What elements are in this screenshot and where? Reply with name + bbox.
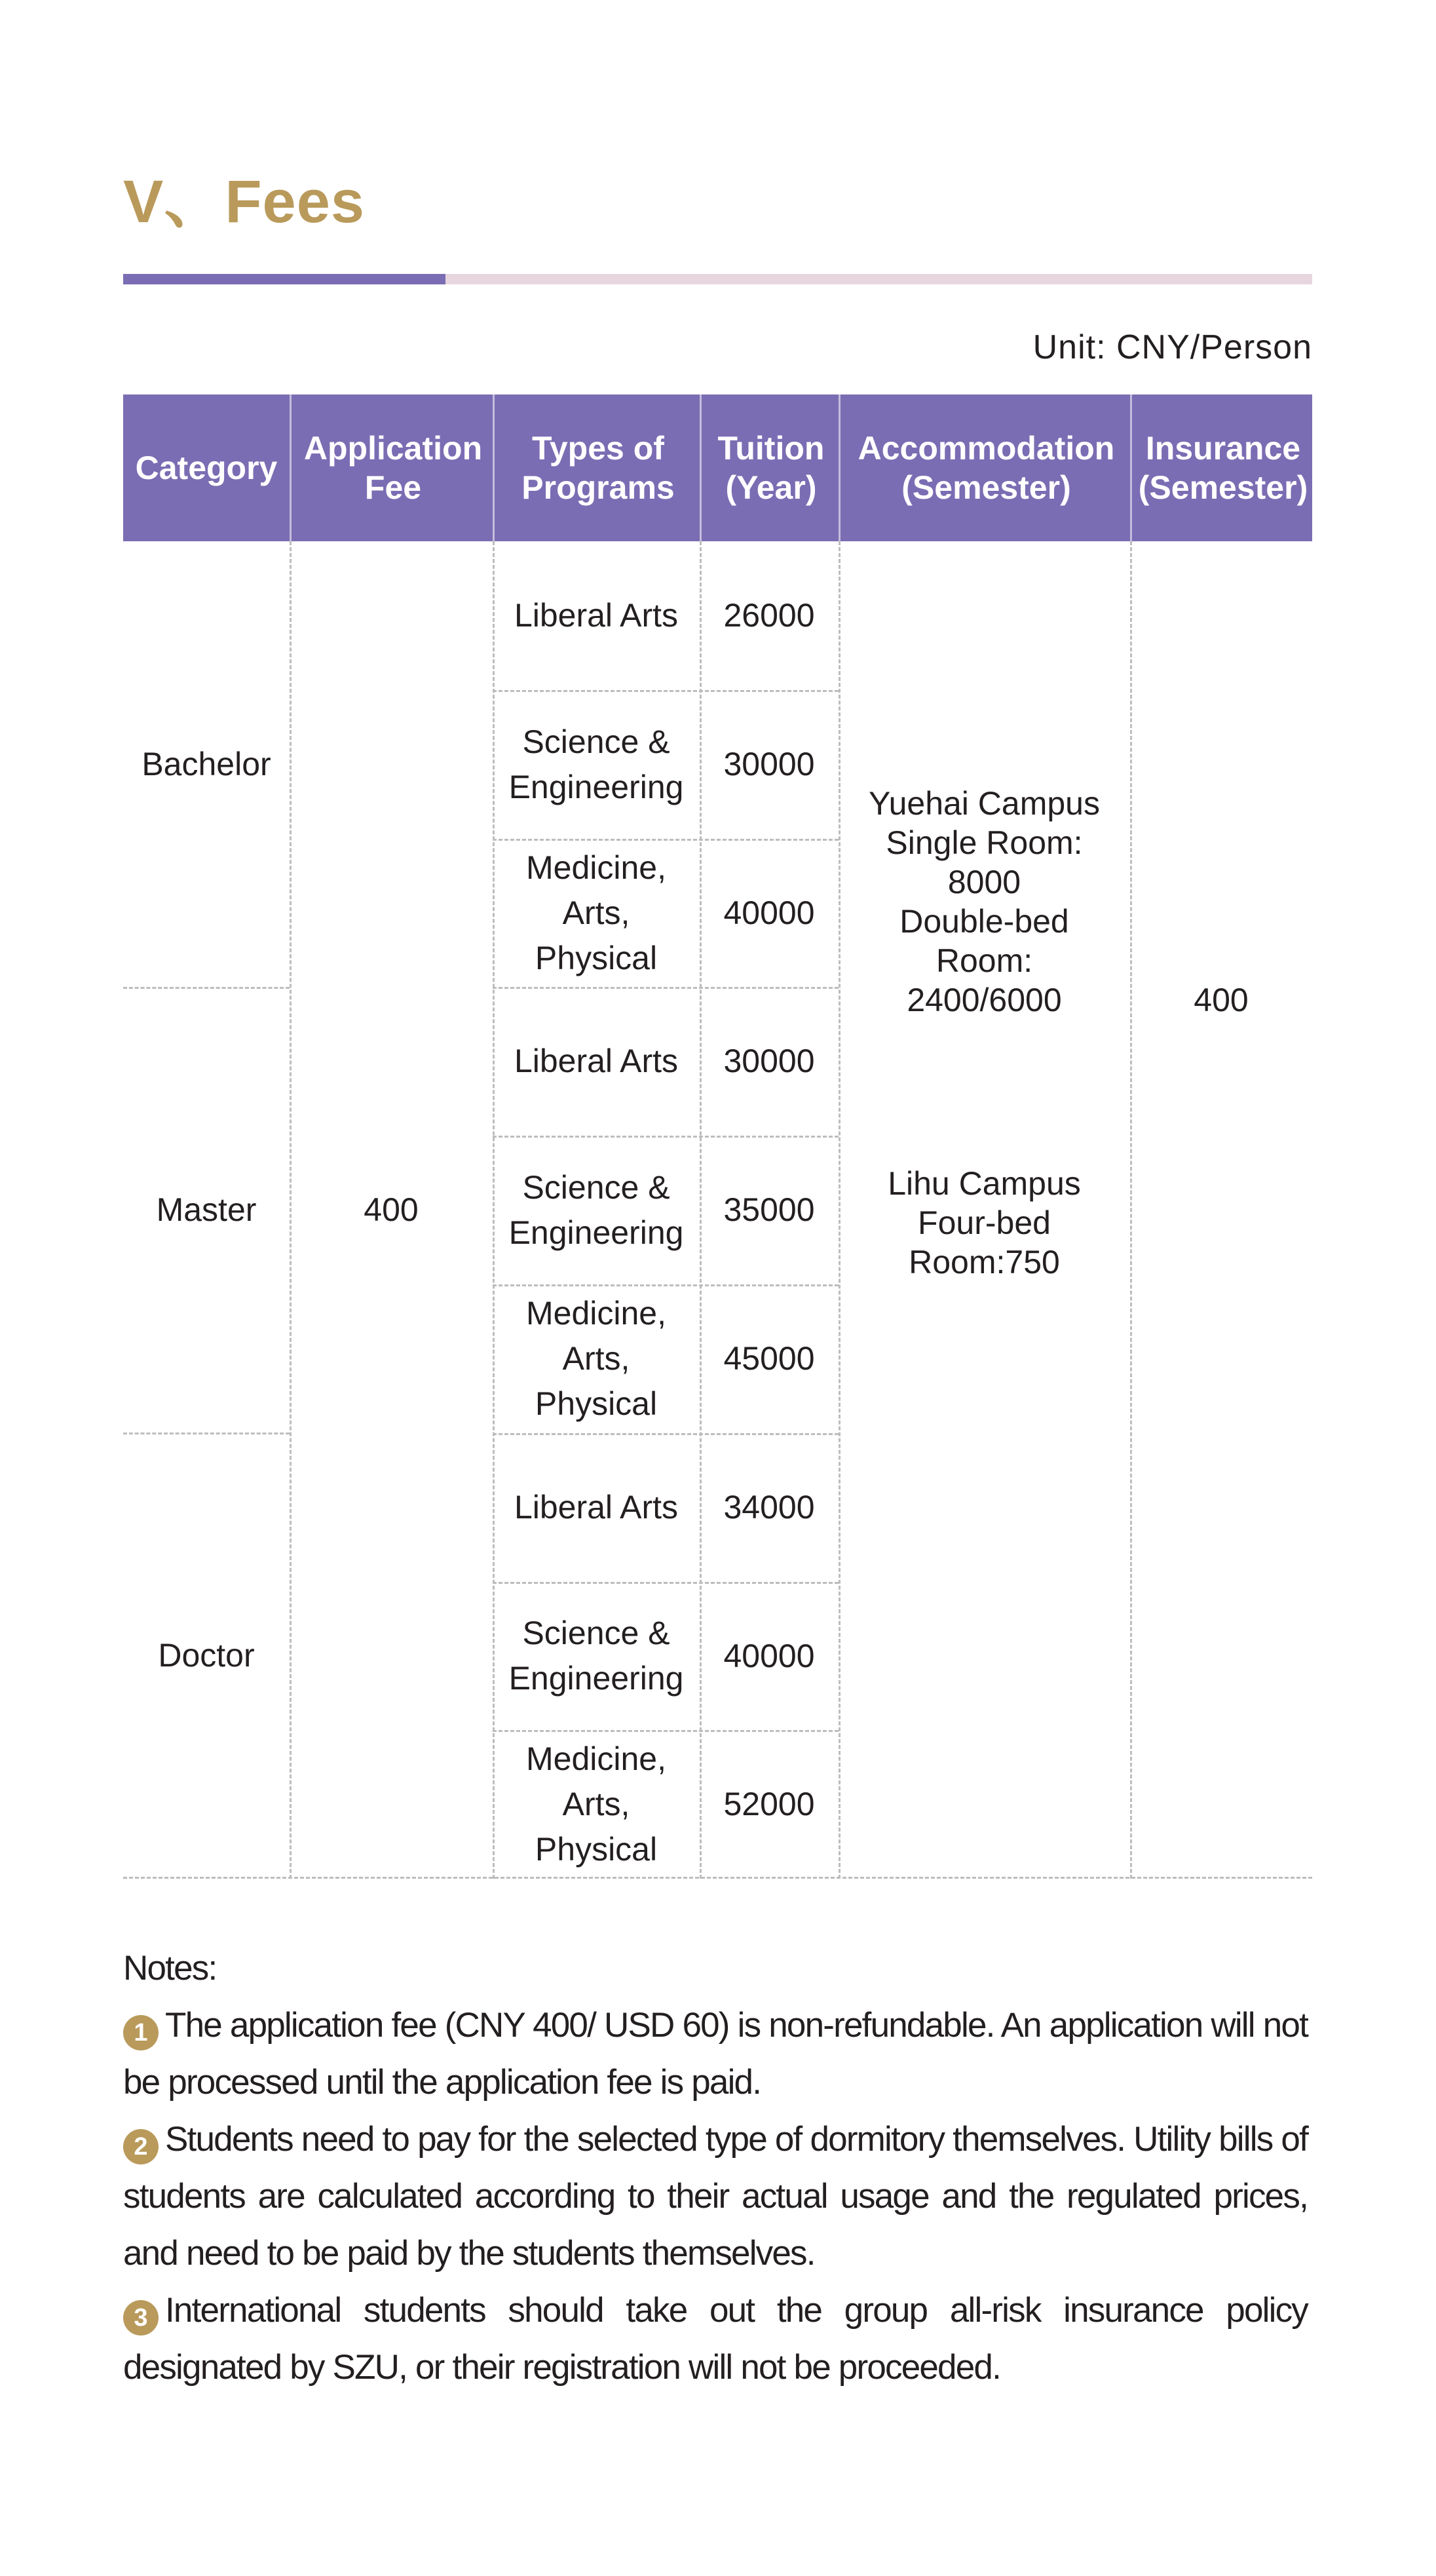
tuition-cell: 45000	[723, 1340, 815, 1377]
grid-line	[493, 690, 839, 692]
page-title: V、Fees	[123, 168, 366, 235]
grid-line	[123, 987, 290, 989]
table-bottom-line	[123, 1877, 1312, 1879]
program-type-cell: Liberal Arts	[514, 1489, 679, 1526]
tuition-cell: 30000	[723, 746, 815, 782]
grid-line	[493, 1284, 839, 1286]
note-text: The application fee (CNY 400/ USD 60) is non-refundable. An application will not be processed until the application fee is paid.	[123, 2006, 1308, 2102]
program-type-cell: Science & Engineering	[508, 723, 684, 805]
program-type-cell: Medicine, Arts, Physical	[526, 849, 666, 976]
grid-line	[493, 1582, 839, 1584]
note-marker-icon: 2	[123, 2129, 159, 2164]
program-type-cell: Medicine, Arts, Physical	[526, 1740, 666, 1868]
insurance-value: 400	[1194, 981, 1249, 1018]
note-text: International students should take out the group all-risk insurance policy designated by SZU, or their registration will not be proceeded.	[123, 2291, 1308, 2387]
program-type-cell: Medicine, Arts, Physical	[526, 1295, 666, 1422]
note-2	[123, 2111, 1308, 2282]
category-doctor: Doctor	[158, 1637, 255, 1674]
grid-line	[290, 541, 292, 1879]
notes-section	[123, 1940, 1308, 2396]
program-type-cell: Science & Engineering	[508, 1168, 684, 1251]
accommodation-lihu: Lihu Campus Four-bed Room:750	[888, 1165, 1081, 1280]
header-category: Category	[135, 450, 278, 486]
tuition-cell: 30000	[723, 1043, 815, 1079]
tuition-cell: 40000	[723, 894, 815, 931]
grid-line	[493, 1433, 839, 1435]
header-tuition: Tuition (Year)	[700, 394, 841, 541]
category-bachelor: Bachelor	[142, 745, 271, 782]
header-accommodation: Accommodation (Semester)	[839, 394, 1132, 541]
tuition-cell: 52000	[723, 1786, 815, 1822]
note-marker-icon: 3	[123, 2300, 159, 2336]
note-1	[123, 1997, 1308, 2111]
grid-line	[493, 1136, 839, 1138]
program-type-cell: Science & Engineering	[508, 1615, 684, 1697]
grid-line	[493, 1730, 839, 1732]
tuition-cell: 35000	[723, 1191, 815, 1228]
tuition-cell: 40000	[723, 1637, 815, 1674]
application-fee-value: 400	[364, 1191, 419, 1228]
grid-line	[839, 541, 841, 1879]
grid-line	[1130, 541, 1132, 1879]
note-3	[123, 2282, 1308, 2396]
note-text: Students need to pay for the selected type of dormitory themselves. Utility bills of students are calculated according to their actual usage and the regulated prices, and need to be paid by the students themselves.	[123, 2120, 1308, 2273]
table-body	[123, 541, 1312, 1879]
grid-line	[493, 987, 839, 989]
note-marker-icon: 1	[123, 2015, 159, 2050]
title-underline	[123, 274, 1312, 284]
grid-line	[123, 1432, 290, 1434]
header-program-type: Types of Programs	[493, 394, 702, 541]
header-insurance: Insurance (Semester)	[1130, 394, 1314, 541]
program-type-cell: Liberal Arts	[514, 1043, 679, 1079]
header-application-fee: Application Fee	[290, 394, 495, 541]
grid-line	[493, 839, 839, 841]
notes-heading: Notes:	[123, 1949, 217, 1988]
accommodation-yuehai: Yuehai Campus Single Room: 8000 Double-bed Room: 2400/6000	[868, 785, 1100, 1018]
tuition-cell: 26000	[723, 597, 815, 634]
program-type-cell: Liberal Arts	[514, 597, 679, 634]
unit-label: Unit: CNY/Person	[1032, 328, 1312, 366]
tuition-cell: 34000	[723, 1489, 815, 1526]
grid-line	[700, 541, 702, 1879]
table-header	[123, 394, 1312, 541]
category-master: Master	[156, 1191, 257, 1228]
grid-line	[493, 541, 495, 1879]
